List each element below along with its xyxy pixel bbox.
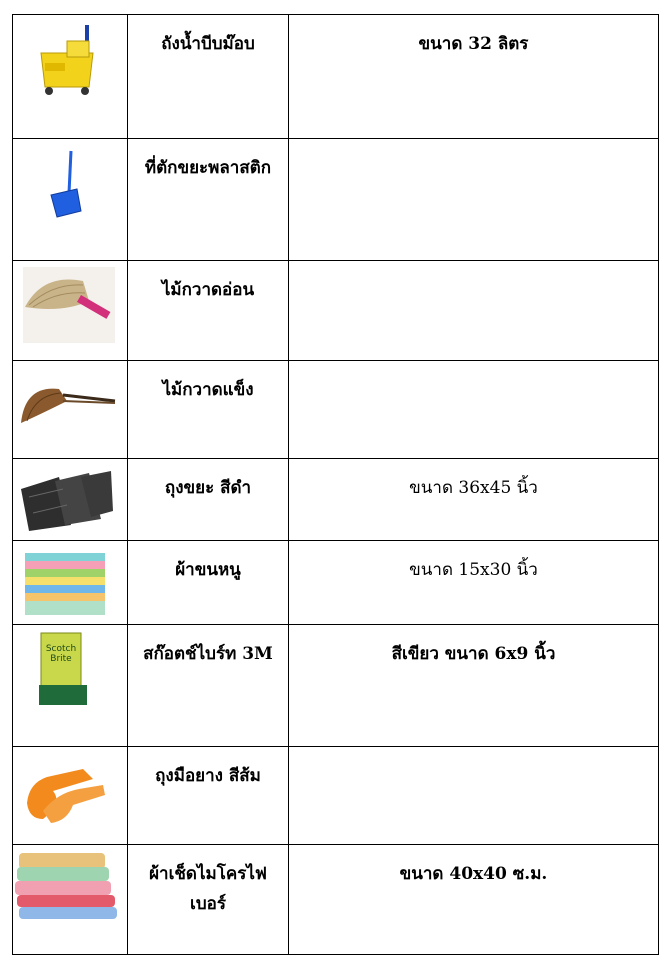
item-name: ถุงมือยาง สีส้ม xyxy=(155,766,261,786)
garbage-bag-icon xyxy=(19,467,115,533)
rubber-gloves-icon xyxy=(23,763,107,825)
item-name: ไม้กวาดแข็ง xyxy=(162,380,254,400)
item-spec: ขนาด 32 ลิตร xyxy=(418,34,529,54)
item-name: ผ้าเช็ดไมโครไฟ เบอร์ xyxy=(149,864,267,914)
table-row xyxy=(13,625,659,747)
item-spec xyxy=(289,261,658,275)
item-image-cell xyxy=(13,845,128,955)
table-row xyxy=(13,845,659,955)
table-row xyxy=(13,139,659,261)
table-row xyxy=(13,747,659,845)
item-name: ไม้กวาดอ่อน xyxy=(161,280,255,300)
item-spec-cell xyxy=(289,747,659,845)
item-name-cell xyxy=(128,845,289,955)
item-spec-cell xyxy=(289,15,659,139)
item-image-cell xyxy=(13,747,128,845)
item-spec-cell xyxy=(289,261,659,361)
item-spec: ขนาด 36x45 นิ้ว xyxy=(409,478,538,498)
item-image-cell xyxy=(13,625,128,747)
item-name-cell xyxy=(128,15,289,139)
item-image-cell xyxy=(13,541,128,625)
item-name-cell xyxy=(128,459,289,541)
item-name: ที่ตักขยะพลาสติก xyxy=(144,158,272,178)
item-name: สก๊อตช์ไบร์ท 3M xyxy=(143,644,273,664)
scouring-pad-icon xyxy=(35,631,95,711)
item-image-cell xyxy=(13,261,128,361)
table-row xyxy=(13,361,659,459)
item-spec: ขนาด 15x30 นิ้ว xyxy=(409,560,538,580)
item-image-cell xyxy=(13,15,128,139)
dustpan-icon xyxy=(47,149,87,221)
item-name-cell xyxy=(128,139,289,261)
svg-text:Brite: Brite xyxy=(50,654,72,664)
item-spec-cell xyxy=(289,361,659,459)
item-spec-cell xyxy=(289,845,659,955)
item-name-cell xyxy=(128,625,289,747)
item-name-cell xyxy=(128,261,289,361)
item-spec-cell xyxy=(289,541,659,625)
item-spec: สีเขียว ขนาด 6x9 นิ้ว xyxy=(391,644,556,664)
item-name: ผ้าขนหนู xyxy=(175,560,241,580)
soft-broom-icon xyxy=(23,267,115,343)
item-spec: ขนาด 40x40 ซ.ม. xyxy=(399,864,548,884)
table-row xyxy=(13,15,659,139)
item-table xyxy=(12,14,659,955)
item-name-cell xyxy=(128,747,289,845)
mop-bucket-icon xyxy=(37,23,101,99)
item-image-cell xyxy=(13,459,128,541)
item-spec xyxy=(289,139,658,153)
item-spec-cell xyxy=(289,139,659,261)
item-spec-cell xyxy=(289,459,659,541)
item-name-cell xyxy=(128,361,289,459)
table-row xyxy=(13,261,659,361)
microfiber-cloth-icon xyxy=(15,851,119,921)
item-name: ถังน้ำบีบม๊อบ xyxy=(161,34,255,54)
table-row xyxy=(13,459,659,541)
hard-broom-icon xyxy=(19,371,117,435)
towel-stack-icon xyxy=(25,553,105,615)
brand-logo-text: Scotch xyxy=(45,644,77,654)
item-image-cell xyxy=(13,361,128,459)
item-name: ถุงขยะ สีดำ xyxy=(164,478,252,498)
item-name-cell xyxy=(128,541,289,625)
table-row xyxy=(13,541,659,625)
item-spec xyxy=(289,747,658,761)
item-image-cell xyxy=(13,139,128,261)
item-spec xyxy=(289,361,658,375)
item-spec-cell xyxy=(289,625,659,747)
